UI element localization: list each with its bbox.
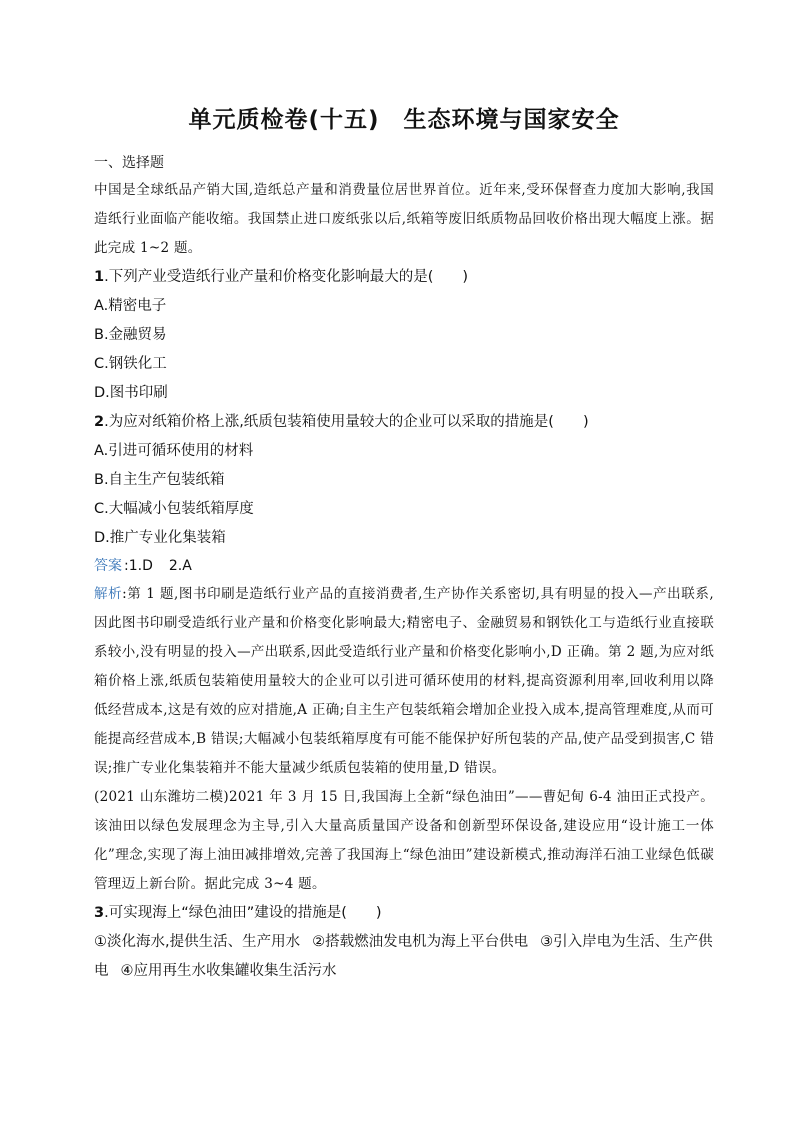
- question-1-stem: .下列产业受造纸行业产量和价格变化影响最大的是( ): [104, 269, 469, 285]
- section-heading: 一、选择题: [94, 155, 164, 171]
- question-1-option-b: B.金融贸易: [94, 327, 167, 343]
- question-1-option-d: D.图书印刷: [94, 385, 168, 401]
- question-1-number: 1: [94, 269, 105, 285]
- question-3: [94, 899, 714, 928]
- passage-2: (2021 山东潍坊二模)2021 年 3 月 15 日,我国海上全新“绿色油田”——曹妃甸 6-4 油田正式投产。该油田以绿色发展理念为主导,引入大量高质量国产设备和创新型环保设备,建设应用“设计施工一体化”理念,实现了海上油田减排增效,完善了我国海上“绿色油田”建设新模式,推动海洋石油工业绿色低碳管理迈上新台阶。据此完成 3~4 题。: [94, 789, 714, 892]
- document-page: [94, 100, 714, 986]
- question-3-number: 3: [94, 905, 105, 921]
- answer-value-2: 2.A: [168, 558, 192, 574]
- question-3-item-1: ①淡化海水,提供生活、生产用水: [94, 934, 301, 950]
- analysis-label: 解析: [94, 586, 123, 602]
- question-2-number: 2: [94, 414, 105, 430]
- question-3-stem: .可实现海上“绿色油田”建设的措施是( ): [104, 905, 382, 921]
- title-main: 单元质检卷(十五): [188, 107, 380, 133]
- question-2: [94, 408, 714, 437]
- analysis-paragraph: [94, 580, 714, 783]
- question-1-option-c: C.钢铁化工: [94, 356, 167, 372]
- question-2-option-b: B.自主生产包装纸箱: [94, 472, 225, 488]
- title-sub: 生态环境与国家安全: [403, 107, 620, 133]
- question-2-option-c: C.大幅减小包装纸箱厚度: [94, 501, 254, 517]
- analysis-text: :第 1 题,图书印刷是造纸行业产品的直接消费者,生产协作关系密切,具有明显的投入—产出联系,因此图书印刷受造纸行业产量和价格变化影响最大;精密电子、金融贸易和钢铁化工与造纸行业直接联系较小,没有明显的投入—产出联系,因此受造纸行业产量和价格变化影响小,D 正确。第 2 题,为应对纸箱价格上涨,纸质包装箱使用量较大的企业可以引进可循环使用的材料,提高资源利用率,回收利用以降低经营成本,这是有效的应对措施,A 正确;自主生产包装纸箱会增加企业投入成本,提高管理难度,从而可能提高经营成本,B 错误;大幅减小包装纸箱厚度有可能不能保护好所包装的产品,使产品受到损害,C 错误;推广专业化集装箱并不能大量减少纸质包装箱的使用量,D 错误。: [94, 586, 714, 776]
- answer-label: 答案: [94, 558, 122, 574]
- question-3-item-2: ②搭载燃油发电机为海上平台供电: [312, 934, 529, 950]
- question-2-option-d: D.推广专业化集装箱: [94, 530, 226, 546]
- answer-value-1: :1.D: [124, 558, 153, 574]
- question-1: [94, 263, 714, 292]
- question-1-option-a: A.精密电子: [94, 298, 167, 314]
- question-2-stem: .为应对纸箱价格上涨,纸质包装箱使用量较大的企业可以采取的措施是( ): [104, 414, 589, 430]
- question-3-item-3: ③引入岸电为生活、生产供电: [94, 934, 713, 979]
- question-3-item-4: ④应用再生水收集罐收集生活污水: [120, 963, 337, 979]
- question-3-items: [94, 928, 714, 986]
- answer-line: [94, 553, 714, 580]
- passage-1: 中国是全球纸品产销大国,造纸总产量和消费量位居世界首位。近年来,受环保督查力度加大影响,我国造纸行业面临产能收缩。我国禁止进口废纸张以后,纸箱等废旧纸质物品回收价格出现大幅度上涨。据此完成 1~2 题。: [94, 182, 714, 256]
- question-2-option-a: A.引进可循环使用的材料: [94, 443, 254, 459]
- page-title: [94, 100, 714, 140]
